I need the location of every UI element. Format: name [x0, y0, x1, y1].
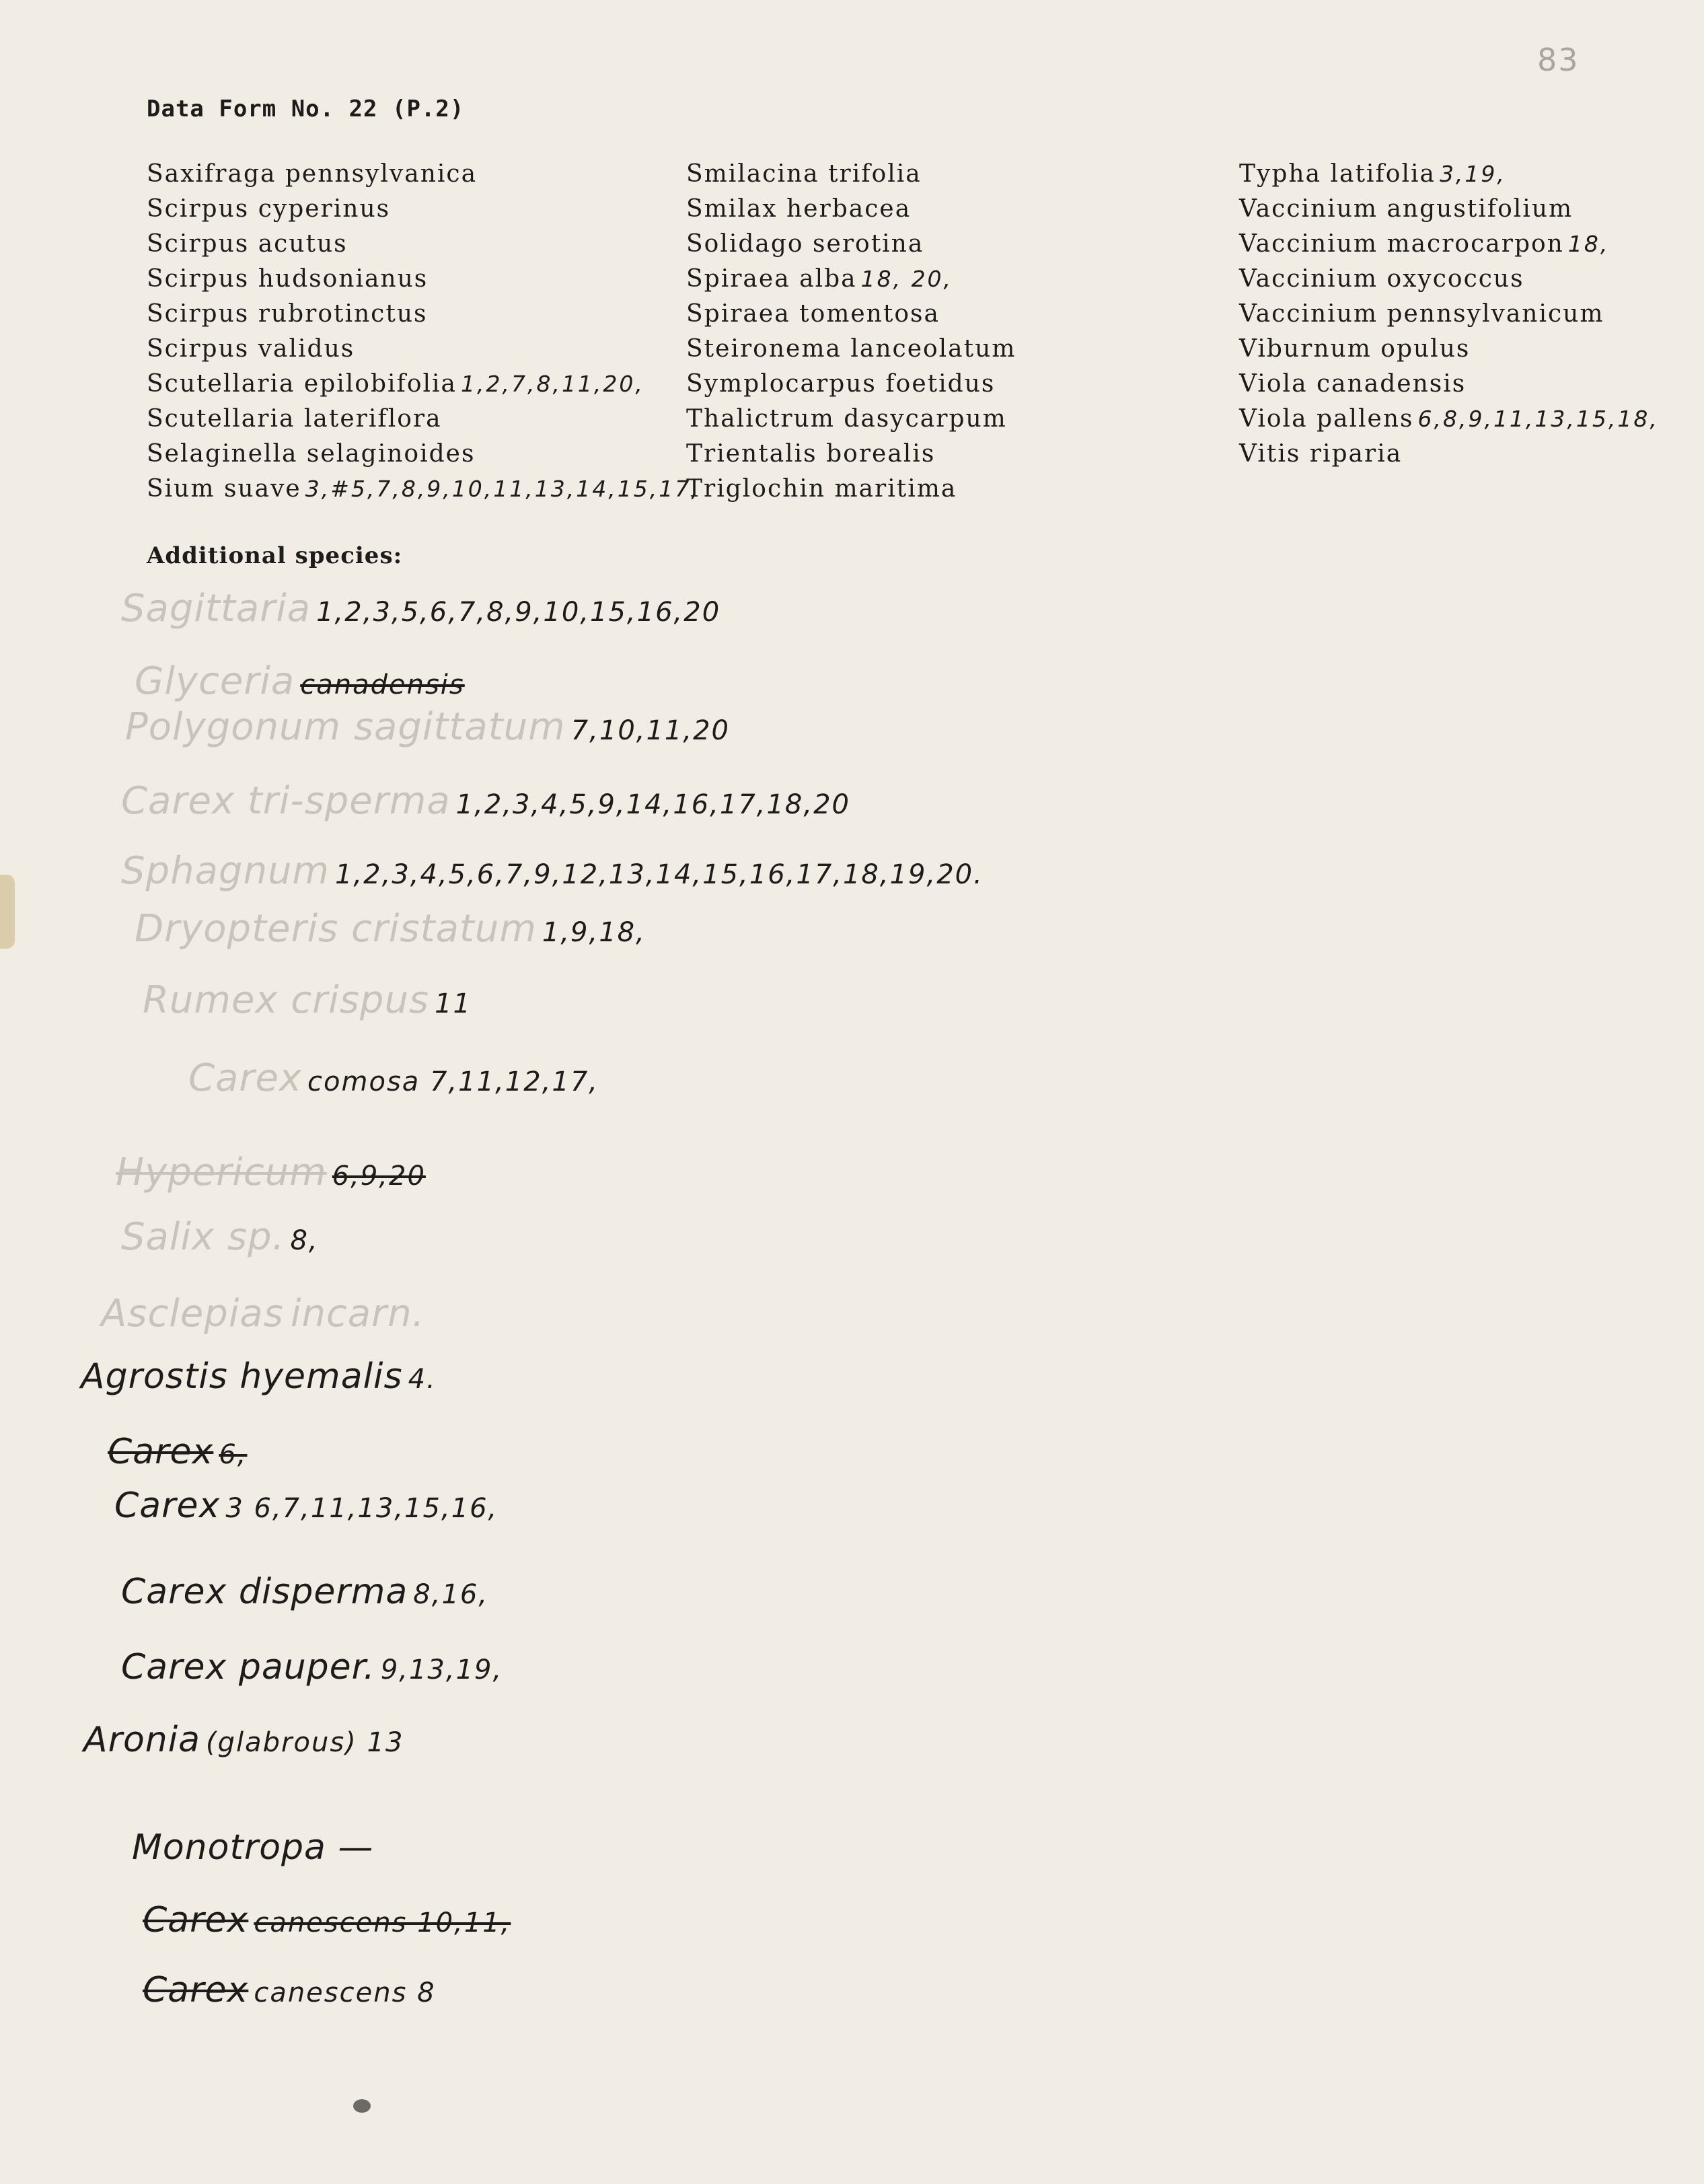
- species-row: Spiraea alba 18, 20,: [686, 265, 953, 293]
- species-row: Vaccinium macrocarpon 18,: [1239, 230, 1610, 258]
- species-row: Vaccinium oxycoccus: [1239, 265, 1524, 293]
- species-row: Smilacina trifolia: [686, 160, 922, 188]
- species-row: Scutellaria epilobifolia 1,2,7,8,11,20,: [147, 370, 644, 398]
- additional-species-heading: Additional species:: [147, 542, 403, 569]
- species-row: Triglochin maritima: [686, 475, 957, 503]
- handwritten-entry: Dryopteris cristatum 1,9,18,: [135, 907, 646, 951]
- form-title: Data Form No. 22 (P.2): [147, 96, 465, 122]
- species-row: Symplocarpus foetidus: [686, 370, 996, 398]
- species-row: Trientalis borealis: [686, 440, 936, 468]
- species-row: Solidago serotina: [686, 230, 924, 258]
- handwritten-entry: Aronia (glabrous) 13: [83, 1720, 404, 1760]
- handwritten-entry: Salix sp. 8,: [121, 1215, 319, 1259]
- species-row: Vitis riparia: [1239, 440, 1403, 468]
- handwritten-entry: Carex tri-sperma 1,2,3,4,5,9,14,16,17,18,20: [121, 779, 850, 823]
- species-row: Viola pallens 6,8,9,11,13,15,18,: [1239, 405, 1659, 433]
- handwritten-entry: Carex comosa 7,11,12,17,: [188, 1056, 599, 1100]
- species-row: Thalictrum dasycarpum: [686, 405, 1007, 433]
- species-row: Scirpus validus: [147, 335, 355, 363]
- handwritten-entry: Carex canescens 8: [143, 1970, 436, 2010]
- handwritten-entry: Carex disperma 8,16,: [121, 1572, 489, 1612]
- species-row: Typha latifolia 3,19,: [1239, 160, 1506, 188]
- handwritten-entry: Rumex crispus 11: [143, 978, 472, 1022]
- page-number: 83: [1537, 42, 1580, 78]
- species-row: Selaginella selaginoides: [147, 440, 476, 468]
- species-row: Vaccinium pennsylvanicum: [1239, 300, 1604, 328]
- handwritten-entry: Asclepias incarn.: [101, 1292, 425, 1336]
- species-row: Scirpus cyperinus: [147, 195, 391, 223]
- handwritten-entry: Carex canescens 10,11,: [143, 1900, 511, 1940]
- ink-dot: [353, 2099, 371, 2113]
- species-row: Scirpus hudsonianus: [147, 265, 429, 293]
- handwritten-entry: Polygonum sagittatum 7,10,11,20: [125, 705, 730, 749]
- species-row: Smilax herbacea: [686, 195, 912, 223]
- species-row: Scirpus rubrotinctus: [147, 300, 428, 328]
- species-row: Spiraea tomentosa: [686, 300, 940, 328]
- species-row: Viola canadensis: [1239, 370, 1467, 398]
- handwritten-entry: Glyceria canadensis: [135, 659, 465, 703]
- handwritten-entry: Carex 6,: [108, 1432, 248, 1472]
- handwritten-entry: Hypericum 6,9,20: [116, 1151, 426, 1194]
- handwritten-entry: Carex pauper. 9,13,19,: [121, 1647, 503, 1687]
- handwritten-entry: Sphagnum 1,2,3,4,5,6,7,9,12,13,14,15,16,17,18,19,20.: [121, 849, 984, 893]
- species-row: Saxifraga pennsylvanica: [147, 160, 478, 188]
- handwritten-entry: Monotropa —: [132, 1827, 374, 1868]
- handwritten-entry: Sagittaria 1,2,3,5,6,7,8,9,10,15,16,20: [121, 587, 721, 630]
- species-row: Sium suave 3,#5,7,8,9,10,11,13,14,15,17,: [147, 475, 700, 503]
- species-row: Viburnum opulus: [1239, 335, 1471, 363]
- species-row: Steironema lanceolatum: [686, 335, 1016, 363]
- handwritten-entry: Agrostis hyemalis 4.: [81, 1356, 437, 1397]
- species-row: Scutellaria lateriflora: [147, 405, 442, 433]
- species-row: Vaccinium angustifolium: [1239, 195, 1573, 223]
- species-row: Scirpus acutus: [147, 230, 348, 258]
- paper-stain: [0, 875, 15, 949]
- handwritten-entry: Carex 3 6,7,11,13,15,16,: [114, 1486, 498, 1526]
